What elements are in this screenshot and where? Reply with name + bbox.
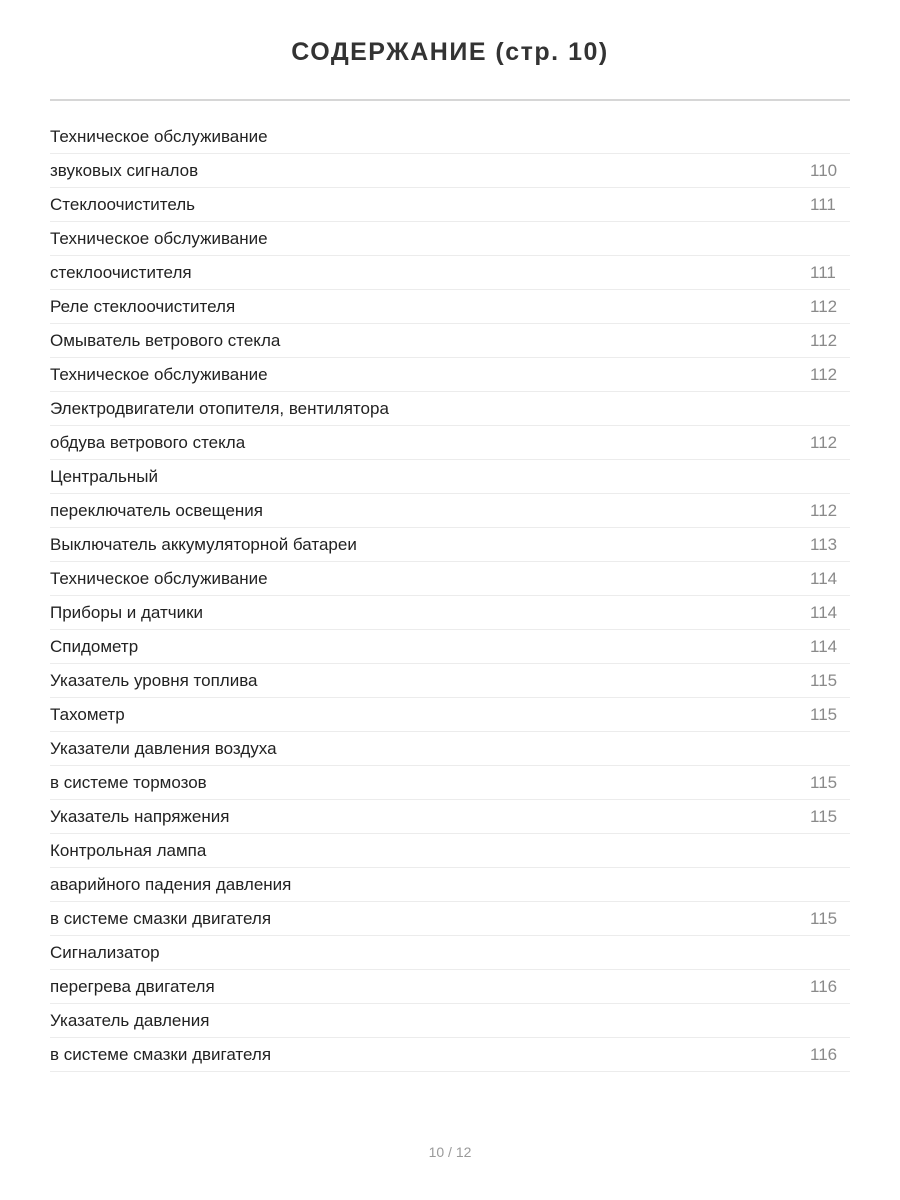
- toc-entry-title: Техническое обслуживание: [50, 126, 268, 146]
- toc-entry[interactable]: [50, 698, 850, 732]
- toc-entry-title: Указатели давления воздуха: [50, 738, 277, 758]
- toc-entry[interactable]: [50, 222, 850, 256]
- toc-entry[interactable]: [50, 324, 850, 358]
- toc-entry[interactable]: [50, 392, 850, 426]
- toc-entry-page-number: 111: [810, 194, 836, 214]
- toc-entry-page-number: 112: [810, 296, 838, 316]
- toc-entry-page-number: 112: [810, 432, 838, 452]
- toc-entry-title: переключатель освещения: [50, 500, 264, 520]
- toc-entry-page-number: 112: [810, 500, 838, 520]
- toc-entry[interactable]: [50, 1038, 850, 1072]
- toc-entry-title: обдува ветрового стекла: [50, 432, 246, 452]
- page-counter: 10 / 12: [428, 1144, 472, 1160]
- toc-entry[interactable]: [50, 630, 850, 664]
- toc-entry-page-number: 115: [810, 704, 838, 724]
- toc-entry-page-number: 114: [810, 636, 838, 656]
- toc-entry[interactable]: [50, 358, 850, 392]
- toc-entry-title: Приборы и датчики: [50, 602, 204, 622]
- toc-entry-title: звуковых сигналов: [50, 160, 199, 180]
- toc-entry-title: в системе смазки двигателя: [50, 908, 272, 928]
- toc-entry-page-number: 113: [810, 534, 838, 554]
- toc-entry-title: Контрольная лампа: [50, 840, 207, 860]
- toc-entry[interactable]: [50, 834, 850, 868]
- toc-entry[interactable]: [50, 936, 850, 970]
- toc-entry-page-number: 112: [810, 364, 838, 384]
- toc-entry-title: Реле стеклоочистителя: [50, 296, 236, 316]
- toc-entry-page-number: 115: [810, 772, 838, 792]
- toc-entry-title: Сигнализатор: [50, 942, 160, 962]
- toc-entry[interactable]: [50, 494, 850, 528]
- toc-entry[interactable]: [50, 528, 850, 562]
- toc-entry-title: Техническое обслуживание: [50, 568, 268, 588]
- toc-entry[interactable]: [50, 426, 850, 460]
- toc-entry[interactable]: [50, 664, 850, 698]
- toc-entry-title: Указатель давления: [50, 1010, 210, 1030]
- toc-entry-title: Техническое обслуживание: [50, 228, 268, 248]
- toc-entry-title: Указатель напряжения: [50, 806, 230, 826]
- toc-entry[interactable]: [50, 1004, 850, 1038]
- toc-entry[interactable]: [50, 256, 850, 290]
- toc-entry-page-number: 115: [810, 806, 838, 826]
- toc-entry-page-number: 115: [810, 670, 838, 690]
- toc-entry[interactable]: [50, 868, 850, 902]
- toc-entry-page-number: 110: [810, 160, 838, 180]
- toc-entry[interactable]: [50, 120, 850, 154]
- toc-entry[interactable]: [50, 902, 850, 936]
- toc-entry[interactable]: [50, 460, 850, 494]
- toc-entry-title: Стеклоочиститель: [50, 194, 195, 214]
- toc-entry[interactable]: [50, 596, 850, 630]
- toc-entry-page-number: 115: [810, 908, 838, 928]
- toc-entry-page-number: 116: [810, 976, 838, 996]
- toc-entry[interactable]: [50, 562, 850, 596]
- toc-entry[interactable]: [50, 188, 850, 222]
- toc-entry[interactable]: [50, 732, 850, 766]
- toc-entry-title: Спидометр: [50, 636, 139, 656]
- toc-entry-title: Омыватель ветрового стекла: [50, 330, 281, 350]
- toc-entry-title: Электродвигатели отопителя, вентилятора: [50, 398, 389, 418]
- toc-entry-page-number: 112: [810, 330, 838, 350]
- toc-entry-page-number: 116: [810, 1044, 838, 1064]
- toc-entry-title: в системе смазки двигателя: [50, 1044, 272, 1064]
- page-title: СОДЕРЖАНИЕ (стр. 10): [291, 38, 609, 66]
- toc-entry[interactable]: [50, 154, 850, 188]
- toc-entry-page-number: 111: [810, 262, 836, 282]
- toc-entry-title: Центральный: [50, 466, 158, 486]
- toc-entry[interactable]: [50, 800, 850, 834]
- toc-entry-title: стеклоочистителя: [50, 262, 192, 282]
- toc-entry-title: в системе тормозов: [50, 772, 207, 792]
- toc-entry-page-number: 114: [810, 602, 838, 622]
- toc-entry-page-number: 114: [810, 568, 838, 588]
- toc-entry[interactable]: [50, 766, 850, 800]
- title-divider: [50, 99, 850, 101]
- toc-entry-title: перегрева двигателя: [50, 976, 215, 996]
- toc-entry-title: Указатель уровня топлива: [50, 670, 258, 690]
- toc-entry-title: Выключатель аккумуляторной батареи: [50, 534, 357, 554]
- toc-entry[interactable]: [50, 290, 850, 324]
- table-of-contents: [50, 120, 850, 1072]
- toc-entry-title: Тахометр: [50, 704, 125, 724]
- toc-entry-title: Техническое обслуживание: [50, 364, 268, 384]
- toc-entry-title: аварийного падения давления: [50, 874, 292, 894]
- toc-entry[interactable]: [50, 970, 850, 1004]
